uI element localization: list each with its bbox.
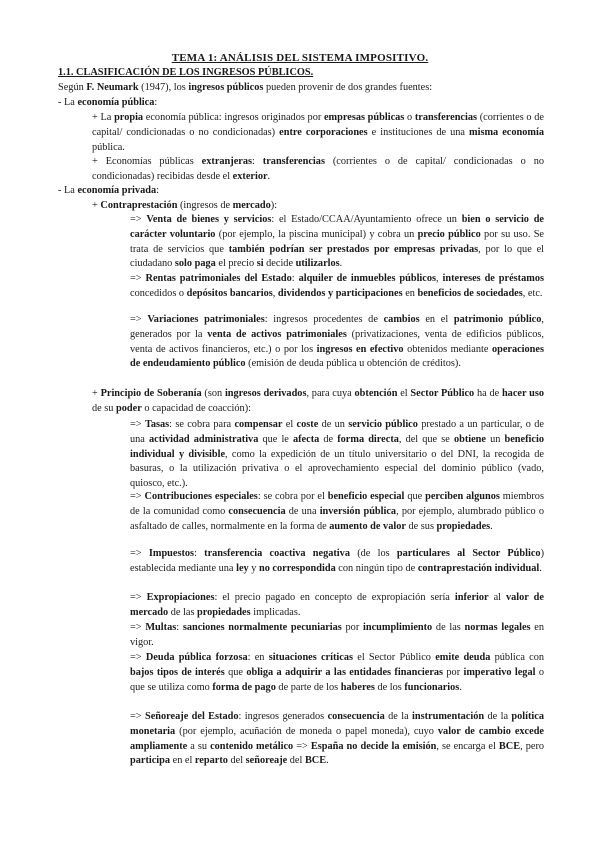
- tasas-item: => Tasas: se cobra para compensar el coste de un servicio público prestado a un particular, o de una actividad administrativa que le afecta de forma directa, del que se obtiene un beneficio individual y divisible, como la expedición de un título universitario o del DNI, la recogida de basuras, o la utilización privativa o el aprovechamiento especial del dominio público (vado, quiosco, etc.).: [130, 419, 544, 490]
- extranjeras-paragraph: + Economías públicas extranjeras: transferencias (corrientes o de capital/ condicionadas o no condicionadas) recibidas desde el exterior.: [92, 156, 544, 182]
- contribuciones-item: => Contribuciones especiales: se cobra por el beneficio especial que perciben algunos miembros de la comunidad como consecuencia de una inversión pública, por ejemplo, alumbrado público o asfaltado de calles, normalmente en la forma de aumento de valor de sus propiedades.: [130, 491, 544, 532]
- economia-privada-heading: - La economía privada:: [58, 185, 159, 196]
- impuestos-item: => Impuestos: transferencia coactiva negativa (de los particulares al Sector Público) establecida mediante una ley y no correspondida con ningún tipo de contraprestación individual.: [130, 548, 545, 574]
- variaciones-item: => Variaciones patrimoniales: ingresos procedentes de cambios en el patrimonio público, generados por la venta de activos patrimoniales (privatizaciones, venta de edificios públicos, venta de activos financieros, etc.) o por los ingresos en efectivo obtenidos mediante operaciones de endeudamiento público (emisión de deuda pública u obtención de créditos).: [130, 314, 544, 370]
- economia-publica-heading: - La economía pública:: [58, 97, 158, 108]
- multas-item: => Multas: sanciones normalmente pecuniarias por incumplimiento de las normas legales en vigor.: [130, 622, 545, 648]
- section-heading: 1.1. CLASIFICACIÓN DE LOS INGRESOS PÚBLICOS.: [58, 67, 314, 78]
- rentas-item: => Rentas patrimoniales del Estado: alquiler de inmuebles públicos, intereses de préstamos concedidos o depósitos bancarios, dividendos y participaciones en beneficios de sociedades, etc.: [130, 273, 544, 299]
- deuda-item: => Deuda pública forzosa: en situaciones críticas el Sector Público emite deuda pública con bajos tipos de interés que obliga a adquirir a las entidades financieras por imperativo legal o que se utiliza como forma de pago de parte de los haberes de los funcionarios.: [130, 652, 545, 693]
- senoreaje-item: => Señoreaje del Estado: ingresos generados consecuencia de la instrumentación de la política monetaria (por ejemplo, acuñación de moneda o papel moneda), cuyo valor de cambio excede ampliamente a su contenido metálico => España no decide la emisión, se encarga el BCE, pero participa en el reparto del señoreaje del BCE.: [130, 711, 545, 767]
- intro-paragraph: Según F. Neumark (1947), los ingresos públicos pueden provenir de dos grandes fuentes:: [58, 82, 433, 93]
- contraprestacion-heading: + Contraprestación (ingresos de mercado):: [92, 200, 278, 211]
- venta-item: => Venta de bienes y servicios: el Estado/CCAA/Ayuntamiento ofrece un bien o servicio de carácter voluntario (por ejemplo, la piscina municipal) y cobra un precio público por su uso. Se trata de servicios que también podrían ser prestados por empresas privadas, por lo que el ciudadano solo paga el precio si decide utilizarlos.: [130, 214, 544, 270]
- propia-paragraph: + La propia economía pública: ingresos originados por empresas públicas o transferencias (corrientes o de capital/ condicionadas o no condicionadas) entre corporaciones e instituciones de una misma economía pública.: [92, 112, 545, 153]
- document-title: TEMA 1: ANÁLISIS DEL SISTEMA IMPOSITIVO.: [171, 52, 429, 64]
- expropiaciones-item: => Expropiaciones: el precio pagado en concepto de expropiación sería inferior al valor de mercado de las propiedades implicadas.: [130, 592, 544, 618]
- soberania-heading: + Principio de Soberanía (son ingresos derivados, para cuya obtención el Sector Público ha de hacer uso de su poder o capacidad de coacción):: [92, 388, 544, 414]
